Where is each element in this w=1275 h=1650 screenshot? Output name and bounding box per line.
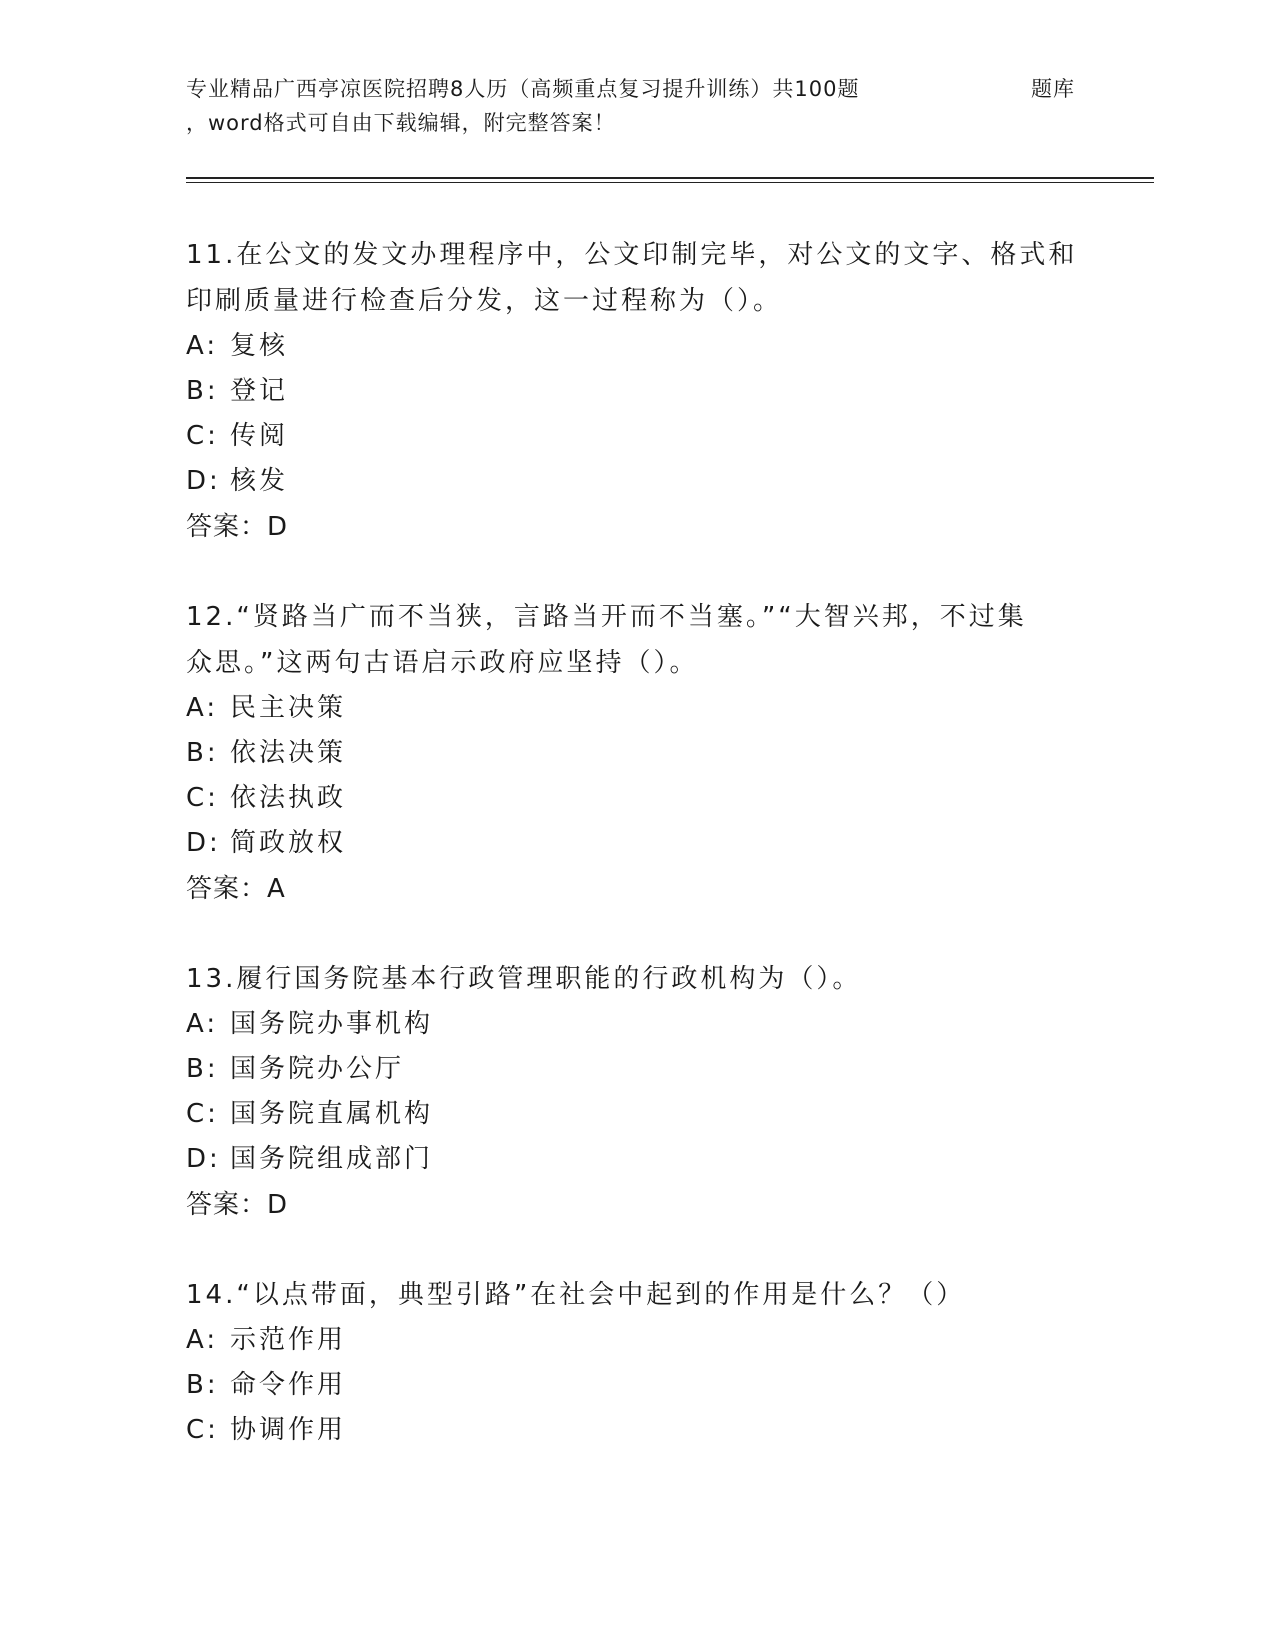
header-title-line1: 专业精品广西亭凉医院招聘8人历（高频重点复习提升训练）共100题 xyxy=(186,77,860,101)
question-14 xyxy=(186,1272,1086,1453)
option-d xyxy=(186,459,1086,504)
option-letter: C: xyxy=(186,1415,219,1445)
option-text: 示范作用 xyxy=(230,1325,347,1355)
option-letter: A: xyxy=(186,1325,219,1355)
option-letter: A: xyxy=(186,1009,219,1039)
option-a xyxy=(186,686,1086,731)
question-text-line: 11.在公文的发文办理程序中，公文印制完毕，对公文的文字、格式和 xyxy=(186,240,1078,270)
option-letter: A: xyxy=(186,693,219,723)
option-b xyxy=(186,731,1086,776)
option-b xyxy=(186,1363,1086,1408)
option-letter: C: xyxy=(186,1099,219,1129)
header-divider-thin xyxy=(186,182,1154,183)
option-text: 国务院直属机构 xyxy=(230,1099,434,1129)
header-title-line1-row xyxy=(186,72,1146,106)
option-b xyxy=(186,1047,1086,1092)
option-letter: C: xyxy=(186,783,219,813)
answer-line: 答案：A xyxy=(186,874,286,904)
question-text-line: 12.“贤路当广而不当狭，言路当开而不当塞。”“大智兴邦，不过集 xyxy=(186,602,1027,632)
option-text: 传阅 xyxy=(230,421,289,451)
option-letter: B: xyxy=(186,376,219,406)
question-13 xyxy=(186,956,1086,1228)
option-letter: D: xyxy=(186,1144,221,1174)
option-c xyxy=(186,1408,1086,1453)
option-c xyxy=(186,1092,1086,1137)
option-d xyxy=(186,821,1086,866)
option-c xyxy=(186,776,1086,821)
option-d xyxy=(186,1137,1086,1182)
option-b xyxy=(186,369,1086,414)
option-letter: D: xyxy=(186,466,221,496)
header-tag: 题库 xyxy=(1031,77,1075,101)
option-text: 国务院办事机构 xyxy=(230,1009,434,1039)
option-letter: B: xyxy=(186,1370,219,1400)
option-letter: A: xyxy=(186,331,219,361)
question-text-line: 众思。”这两句古语启示政府应坚持（）。 xyxy=(186,648,699,678)
option-text: 依法执政 xyxy=(230,783,347,813)
header-divider-thick xyxy=(186,177,1154,179)
option-c xyxy=(186,414,1086,459)
option-text: 协调作用 xyxy=(230,1415,347,1445)
answer-line: 答案：D xyxy=(186,512,289,542)
question-list xyxy=(186,232,1086,1497)
document-header xyxy=(186,72,1146,140)
option-a xyxy=(186,324,1086,369)
question-text-line: 14.“以点带面，典型引路”在社会中起到的作用是什么？（） xyxy=(186,1280,966,1310)
question-11 xyxy=(186,232,1086,550)
option-a xyxy=(186,1002,1086,1047)
option-text: 民主决策 xyxy=(230,693,347,723)
option-letter: B: xyxy=(186,1054,219,1084)
header-title-line2: ，word格式可自由下载编辑，附完整答案！ xyxy=(186,111,616,135)
option-a xyxy=(186,1318,1086,1363)
answer-line: 答案：D xyxy=(186,1190,289,1220)
question-text-line: 印刷质量进行检查后分发，这一过程称为（）。 xyxy=(186,286,783,316)
option-text: 登记 xyxy=(230,376,289,406)
question-text-line: 13.履行国务院基本行政管理职能的行政机构为（）。 xyxy=(186,964,862,994)
option-text: 复核 xyxy=(230,331,289,361)
option-text: 依法决策 xyxy=(230,738,347,768)
option-text: 命令作用 xyxy=(230,1370,347,1400)
option-text: 国务院组成部门 xyxy=(230,1144,434,1174)
option-letter: D: xyxy=(186,828,221,858)
option-text: 核发 xyxy=(230,466,289,496)
question-12 xyxy=(186,594,1086,912)
option-text: 国务院办公厅 xyxy=(230,1054,405,1084)
option-letter: B: xyxy=(186,738,219,768)
option-text: 简政放权 xyxy=(230,828,347,858)
option-letter: C: xyxy=(186,421,219,451)
